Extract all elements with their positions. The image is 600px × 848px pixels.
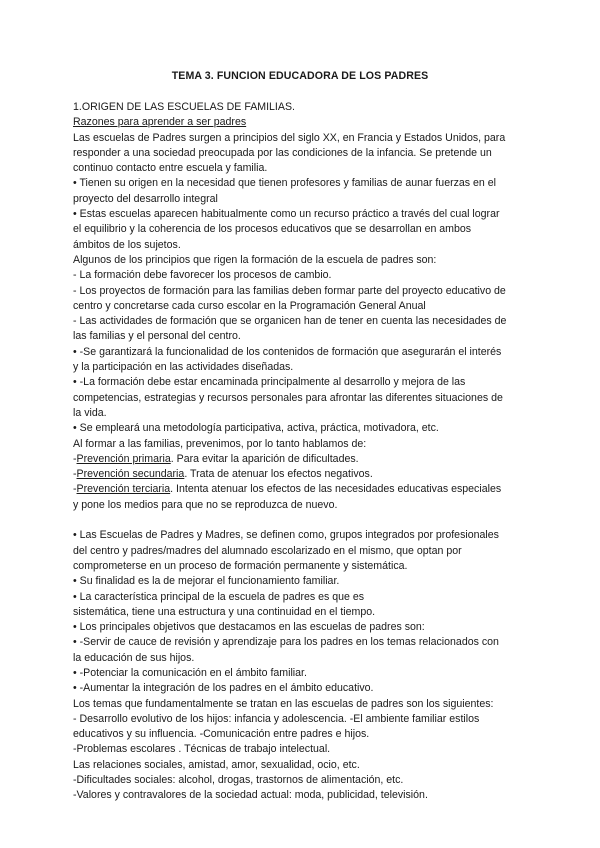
prevention-tertiary-text: . Intenta atenuar los efectos de las necesidades educativas especiales <box>170 483 502 496</box>
text-line: comprometerse en un proceso de formación permanente y sistemática. <box>73 559 408 572</box>
text-line: • Tienen su origen en la necesidad que tienen profesores y familias de aunar fuerzas en el <box>73 177 497 190</box>
text-line: • Las Escuelas de Padres y Madres, se definen como, grupos integrados por profesionales <box>73 529 499 542</box>
text-line: Los temas que fundamentalmente se tratan en las escuelas de padres son los siguientes: <box>73 697 494 710</box>
section-heading: 1.ORIGEN DE LAS ESCUELAS DE FAMILIAS. <box>73 101 295 113</box>
text-line: Las escuelas de Padres surgen a principios del siglo XX, en Francia y Estados Unidos, para <box>73 131 506 144</box>
prevention-secondary <box>73 467 533 482</box>
text-line: - Los proyectos de formación para las familias deben formar parte del proyecto educativo de <box>73 284 506 297</box>
principles-list <box>73 268 533 436</box>
document-body <box>73 100 533 804</box>
text-line: del centro y padres/madres del alumnado escolarizado en el mismo, que optan por <box>73 544 462 557</box>
prefix: - <box>73 452 77 465</box>
text-line: -Problemas escolares . Técnicas de trabajo intelectual. <box>73 743 331 756</box>
bullet-origin <box>73 176 533 207</box>
text-line: • -Aumentar la integración de los padres en el ámbito educativo. <box>73 682 374 695</box>
paragraph-schools <box>73 528 533 803</box>
text-line: el equilibrio y la coherencia de los procesos educativos que se desarrollan en ambos <box>73 223 472 236</box>
prefix: - <box>73 483 77 496</box>
text-line: • Los principales objetivos que destacamos en las escuelas de padres son: <box>73 621 425 634</box>
principles-intro: Algunos de los principios que rigen la formación de la escuela de padres son: <box>73 253 437 266</box>
prevention-secondary-label: Prevención secundaria <box>76 468 185 481</box>
text-line: -Valores y contravalores de la sociedad actual: moda, publicidad, televisión. <box>73 789 428 802</box>
text-line: centro y concretarse cada curso escolar en la Programación General Anual <box>73 299 426 312</box>
text-line: ámbitos de los sujetos. <box>73 238 181 251</box>
subheading: Razones para aprender a ser padres <box>73 116 247 129</box>
prevention-intro: Al formar a las familias, prevenimos, por lo tanto hablamos de: <box>73 437 367 450</box>
prevention-primary <box>73 452 533 467</box>
text-line: - Desarrollo evolutivo de los hijos: infancia y adolescencia. -El ambiente familiar estilos <box>73 712 480 725</box>
text-line: • -La formación debe estar encaminada principalmente al desarrollo y mejora de las <box>73 376 466 389</box>
bullet-resource <box>73 207 533 253</box>
text-line: - Las actividades de formación que se organicen han de tener en cuenta las necesidades de <box>73 315 507 328</box>
spacer <box>73 513 533 528</box>
prevention-tertiary-label: Prevención terciaria <box>76 483 171 496</box>
text-line: Las relaciones sociales, amistad, amor, sexualidad, ocio, etc. <box>73 758 360 771</box>
text-line: competencias, estrategias y recursos personales para afrontar las diferentes situaciones de <box>73 391 503 404</box>
text-line: la educación de sus hijos. <box>73 651 195 664</box>
text-line: • -Potenciar la comunicación en el ámbito familiar. <box>73 666 307 679</box>
prevention-primary-text: . Para evitar la aparición de dificultades. <box>170 452 359 465</box>
text-line: proyecto del desarrollo integral <box>73 192 218 205</box>
text-line: educativos y su influencia. -Comunicación entre padres e hijos. <box>73 728 370 741</box>
text-line: - La formación debe favorecer los procesos de cambio. <box>73 269 332 282</box>
prefix: - <box>73 468 77 481</box>
prevention-tertiary <box>73 482 533 497</box>
text-line: -Dificultades sociales: alcohol, drogas, trastornos de alimentación, etc. <box>73 774 404 787</box>
text-line: responder a una sociedad preocupada por las condiciones de la infancia. Se pretende un <box>73 146 492 159</box>
prevention-primary-label: Prevención primaria <box>76 452 171 465</box>
text-line: • Se empleará una metodología participativa, activa, práctica, motivadora, etc. <box>73 422 439 435</box>
text-line: • La característica principal de la escuela de padres es que es <box>73 590 365 603</box>
text-line: continuo contacto entre escuela y familia. <box>73 162 268 175</box>
text-line: las familias y el personal del centro. <box>73 330 241 343</box>
text-line: y la participación en las actividades diseñadas. <box>73 361 294 374</box>
text-line: • Su finalidad es la de mejorar el funcionamiento familiar. <box>73 575 340 588</box>
text-line: • Estas escuelas aparecen habitualmente como un recurso práctico a través del cual lograr <box>73 208 500 221</box>
prevention-tertiary-cont: y pone los medios para que no se reproduzca de nuevo. <box>73 498 338 511</box>
text-line: • -Se garantizará la funcionalidad de los contenidos de formación que asegurarán el interés <box>73 345 502 358</box>
prevention-secondary-text: . Trata de atenuar los efectos negativos. <box>184 468 373 481</box>
paragraph-intro <box>73 131 533 177</box>
text-line: • -Servir de cauce de revisión y aprendizaje para los padres en los temas relacionados con <box>73 636 499 649</box>
text-line: la vida. <box>73 406 107 419</box>
document-title: TEMA 3. FUNCION EDUCADORA DE LOS PADRES <box>171 70 429 82</box>
text-line: sistemática, tiene una estructura y una continuidad en el tiempo. <box>73 605 376 618</box>
